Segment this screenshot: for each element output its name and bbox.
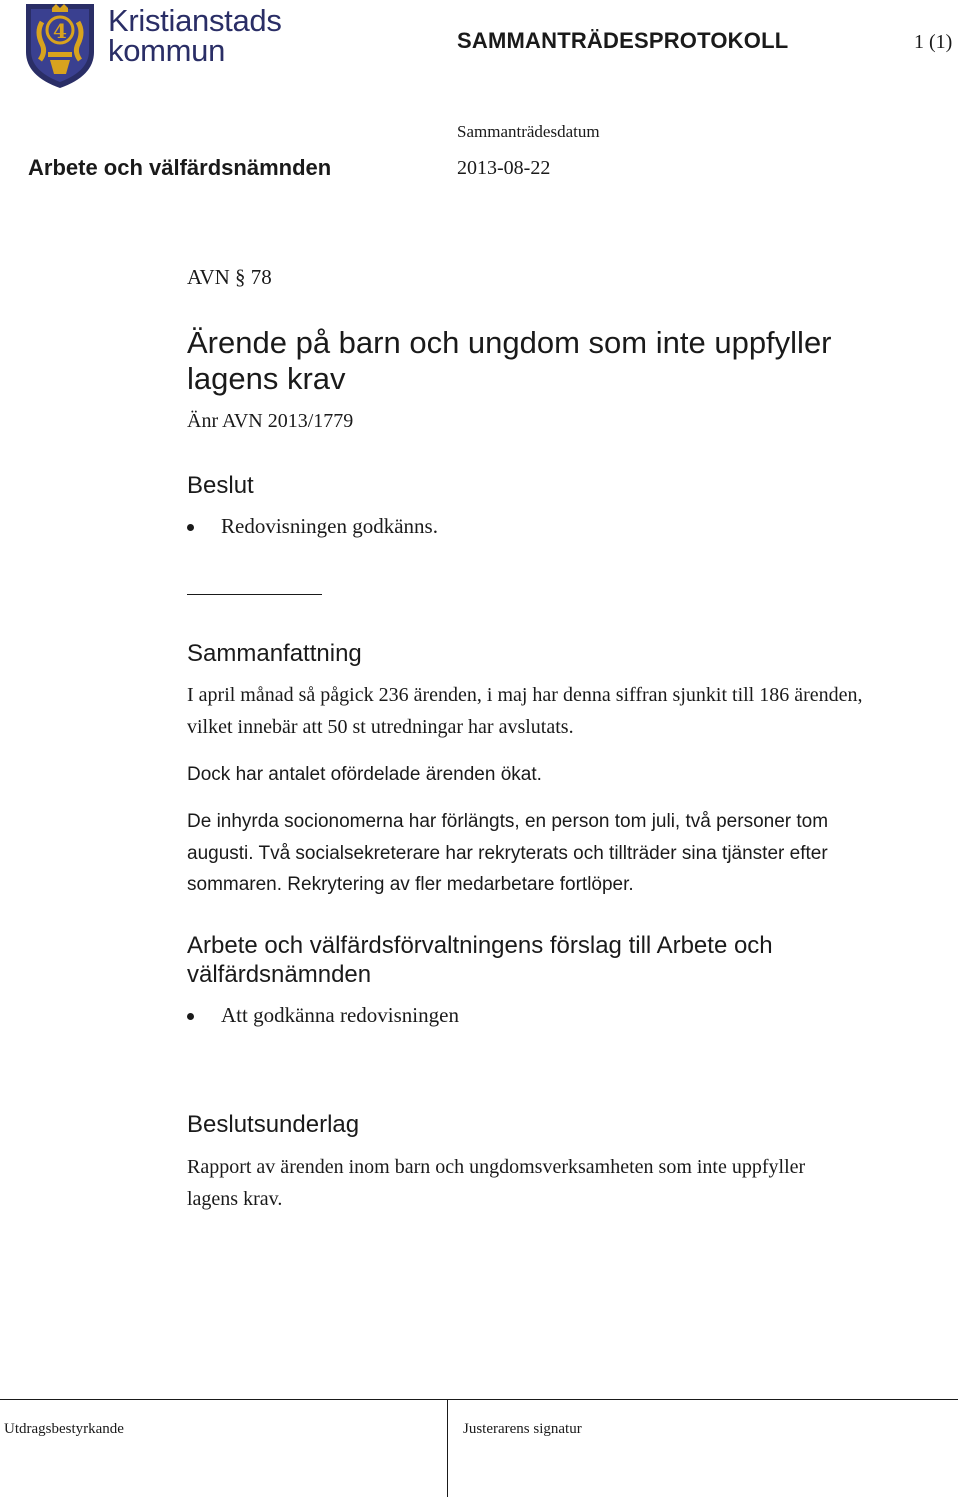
- decision-heading: Beslut: [187, 472, 254, 499]
- case-number: Änr AVN 2013/1779: [187, 410, 354, 432]
- adjuster-signature-label: Justerarens signatur: [463, 1421, 582, 1437]
- municipality-logo: [20, 0, 300, 90]
- committee-name: Arbete och välfärdsnämnden: [28, 155, 332, 180]
- bullet-icon: [187, 1013, 194, 1020]
- summary-paragraph-3: De inhyrda socionomerna har förlängts, en person tom juli, två personer tom augusti. Två socialsekreterare har rekryterats och tillträder sina tjänster efter sommaren. Rekrytering av fler medarbetare fortlöper.: [187, 811, 829, 895]
- section-number: AVN § 78: [187, 265, 272, 289]
- attestation-label: Utdragsbestyrkande: [4, 1421, 124, 1437]
- page-number: 1 (1): [914, 31, 953, 53]
- footer-rule: [0, 1399, 958, 1400]
- divider: [187, 594, 322, 595]
- logo-wordmark: [108, 3, 282, 68]
- summary-paragraph-1: I april månad så pågick 236 ärenden, i maj har denna siffran sjunkit till 186 ärenden, vilket innebär att 50 st utredningar har avslutats.: [187, 684, 863, 738]
- meeting-date-label: Sammanträdesdatum: [457, 122, 600, 141]
- document-type: SAMMANTRÄDESPROTOKOLL: [457, 28, 789, 53]
- logo-line-2: kommun: [108, 33, 226, 68]
- summary-heading: Sammanfattning: [187, 640, 362, 667]
- footer-divider: [447, 1399, 448, 1497]
- svg-text:4: 4: [53, 19, 67, 43]
- basis-text: Rapport av ärenden inom barn och ungdomsverksamheten som inte uppfyller lagens krav.: [187, 1156, 806, 1210]
- basis-heading: Beslutsunderlag: [187, 1111, 360, 1138]
- meeting-date: 2013-08-22: [457, 157, 551, 179]
- proposal-heading: Arbete och välfärdsförvaltningens förslag till Arbete och välfärdsnämnden: [187, 932, 773, 988]
- summary-paragraph-2: Dock har antalet ofördelade ärenden ökat.: [187, 764, 542, 785]
- bullet-icon: [187, 524, 194, 531]
- logo-line-1: Kristianstads: [108, 3, 282, 38]
- matter-title: Ärende på barn och ungdom som inte uppfyller lagens krav: [187, 325, 832, 396]
- coat-of-arms-icon: [20, 0, 100, 90]
